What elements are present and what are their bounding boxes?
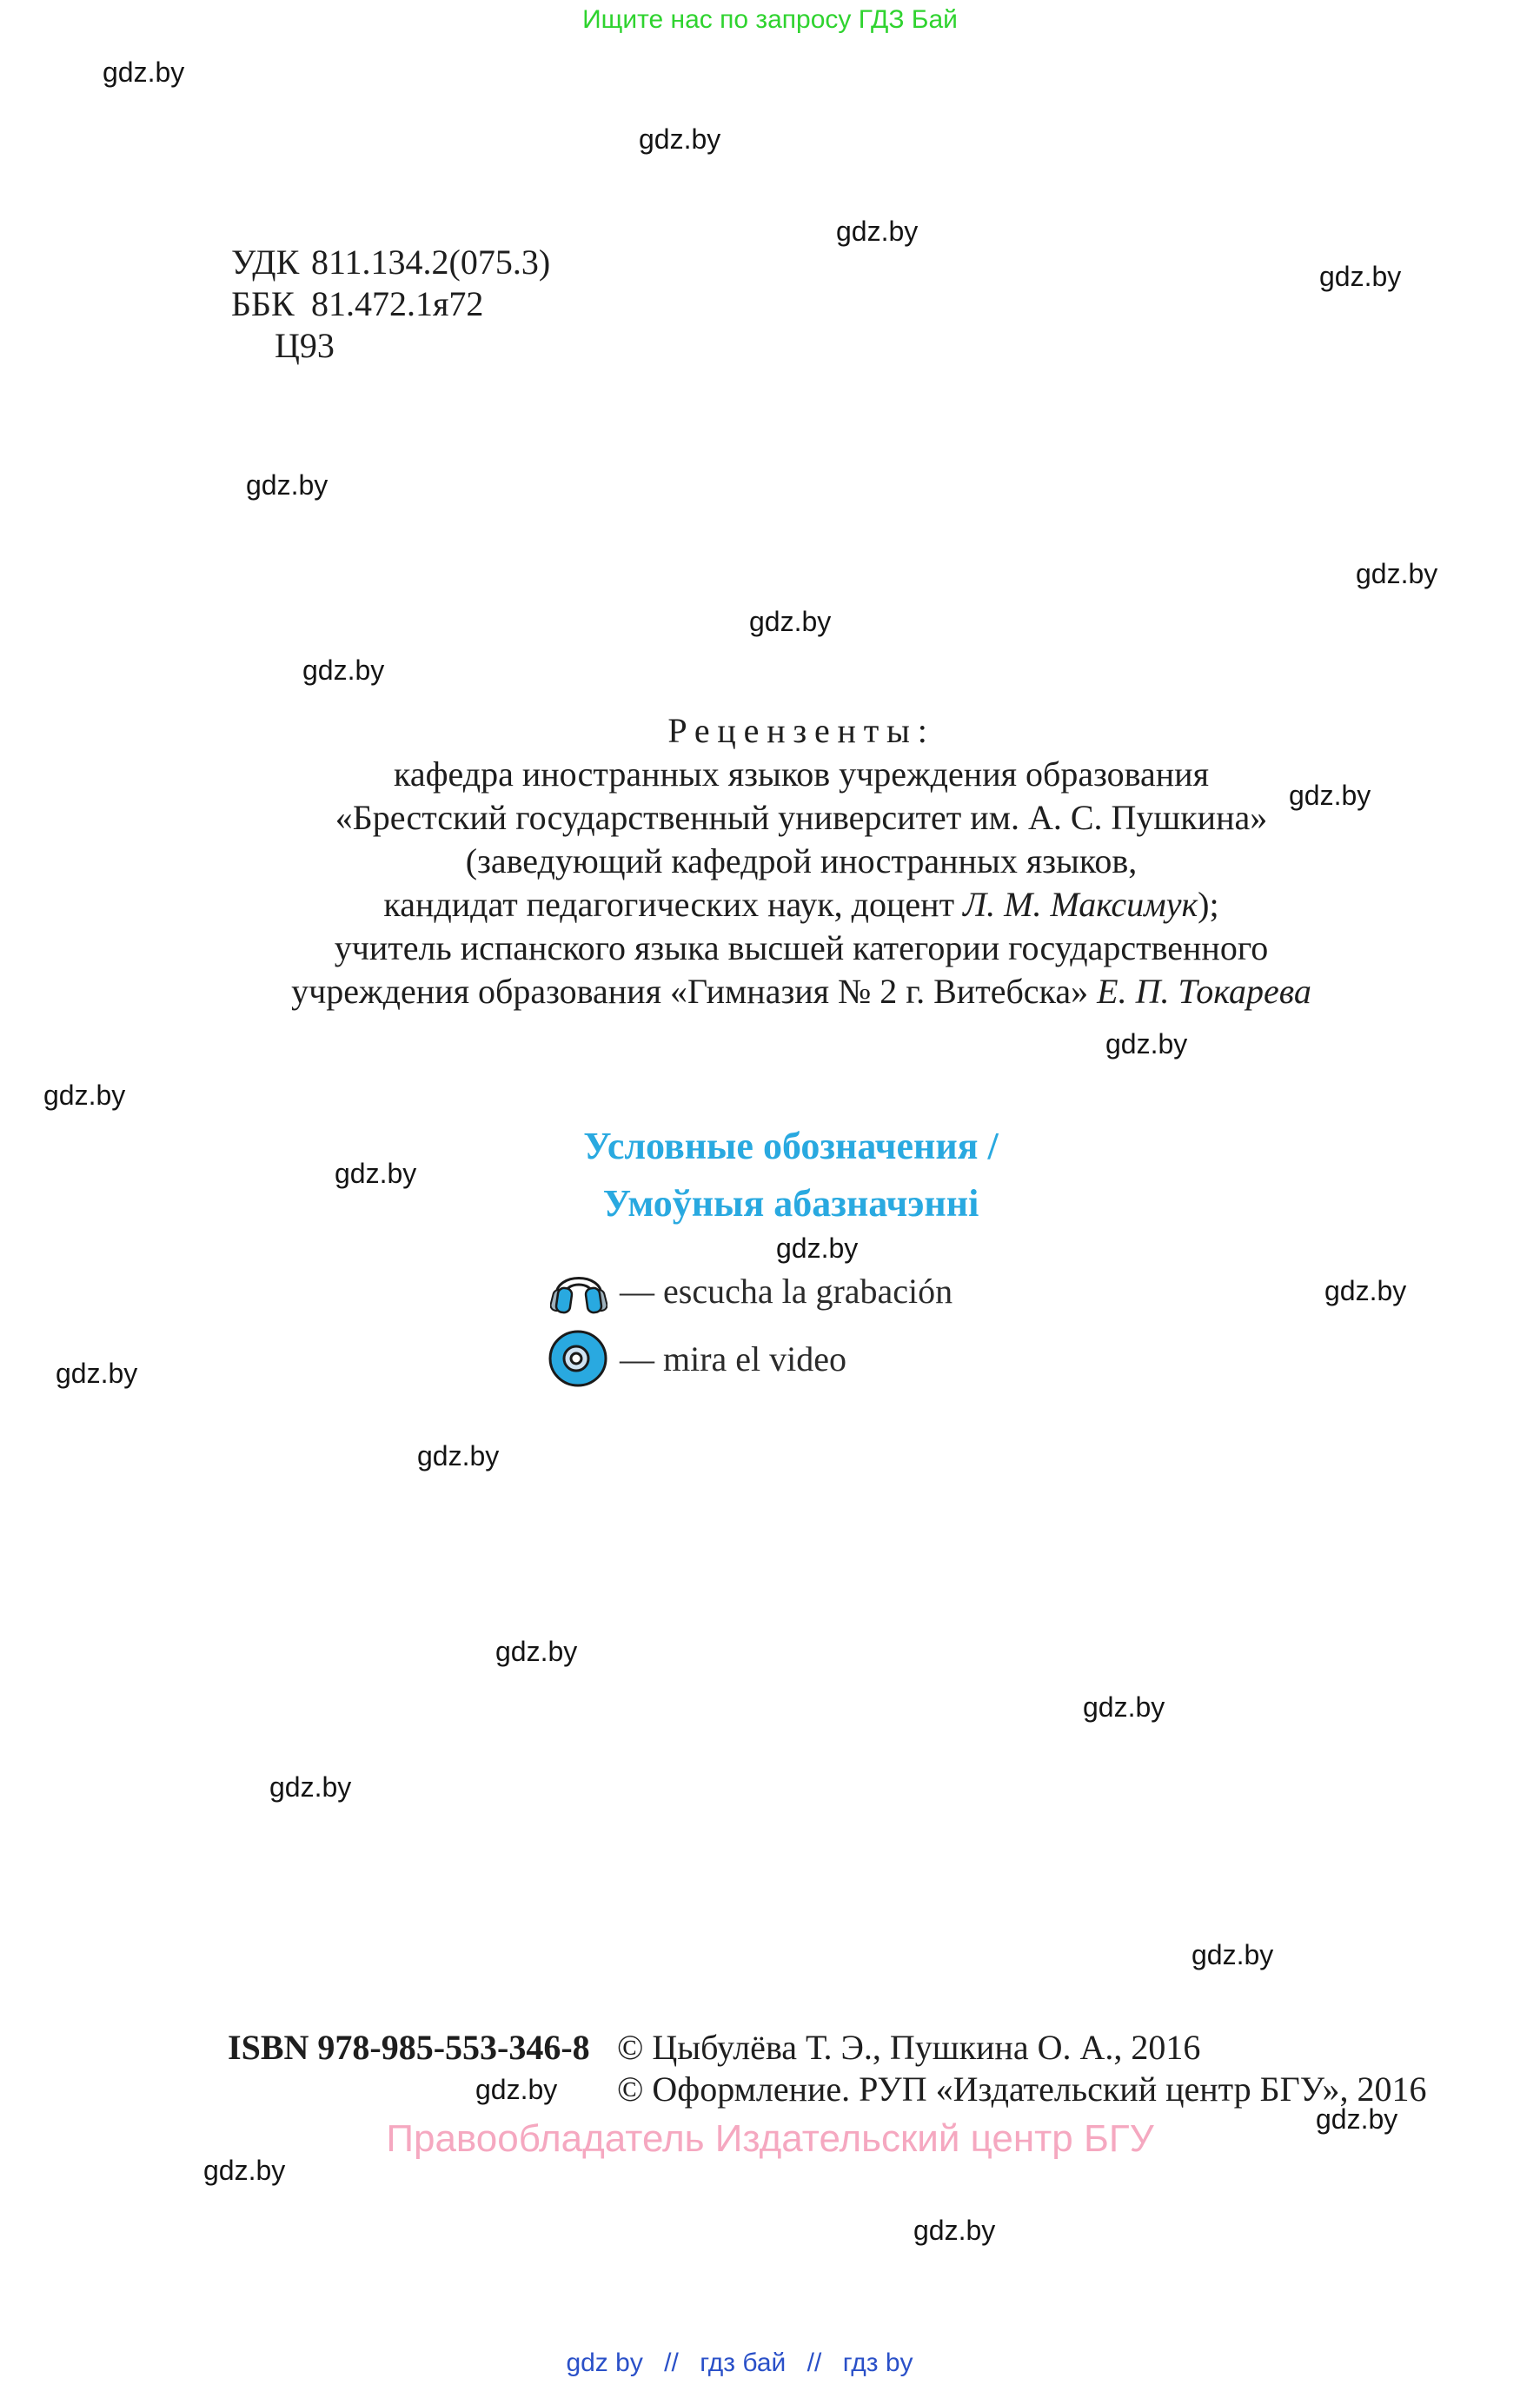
reviewers-line: кафедра иностранных языков учреждения образования [394,754,1209,794]
watermark: gdz.by [103,56,185,88]
watermark: gdz.by [639,123,721,155]
udk-value: 811.134.2(075.3) [311,242,551,282]
watermark: gdz.by [335,1158,417,1189]
copyright-authors: © Цыбулёва Т. Э., Пушкина О. А., 2016 [617,2028,1201,2067]
reviewers-line: (заведующий кафедрой иностранных языков, [465,841,1138,880]
watermark: gdz.by [246,469,329,501]
reviewers-line: учреждения образования «Гимназия № 2 г. Витебска» Е. П. Токарева [291,972,1311,1011]
watermark: gdz.by [269,1771,352,1803]
reviewers-heading: Рецензенты: [667,711,935,750]
watermark: gdz.by [836,216,919,247]
watermark: gdz.by [1289,780,1371,811]
footer-link-gdz-by2[interactable]: гдз by [842,2348,913,2377]
copyright-design: © Оформление. РУП «Издательский центр БГУ», 2016 [617,2069,1427,2109]
footer-separator: // [664,2348,679,2377]
bbk-line [231,283,483,324]
watermark: gdz.by [913,2215,996,2246]
udk-label: УДК [231,242,300,282]
watermark: gdz.by [43,1080,126,1111]
watermark: gdz.by [475,2074,558,2105]
bbk-label: ББК [231,284,295,323]
watermark: gdz.by [1192,1939,1274,1970]
reviewers-line: учитель испанского языка высшей категории государственного [334,928,1269,967]
udk-line [231,242,550,282]
reviewers-line: кандидат педагогических наук, доцент Л. М. Максимук); [383,885,1219,924]
legend-title-line1: Условные обозначения / [583,1125,999,1167]
watermark: gdz.by [1083,1691,1165,1723]
watermark: gdz.by [1316,2103,1398,2135]
reviewers-block [63,709,1540,1013]
footer-link-gdz-bai[interactable]: гдз бай [700,2348,787,2377]
watermark: gdz.by [1105,1028,1188,1060]
headphones-icon [550,1262,607,1318]
watermark: gdz.by [203,2155,286,2186]
legend-label-audio: — escucha la grabación [620,1272,953,1311]
author-code: Ц93 [275,326,335,365]
watermark: gdz.by [776,1232,859,1264]
watermark: gdz.by [1356,558,1438,589]
watermark: gdz.by [56,1358,138,1389]
bbk-value: 81.472.1я72 [311,284,484,323]
watermark: gdz.by [1319,261,1402,292]
footer-links [0,2348,1479,2378]
footer-separator: // [807,2348,822,2377]
watermark: gdz.by [495,1636,578,1667]
legend-label-video: — mira el video [620,1339,847,1379]
promo-banner: Ищите нас по запросу ГДЗ Бай [582,5,958,34]
legend-title [43,1118,1538,1232]
cd-icon [548,1330,607,1389]
reviewers-line: «Брестский государственный университет им. А. С. Пушкина» [335,798,1268,837]
watermark: gdz.by [749,606,832,637]
watermark: gdz.by [417,1440,500,1472]
legend-title-line2: Умоўныя абазначэнні [602,1182,979,1225]
watermark: gdz.by [1324,1275,1407,1306]
watermark: gdz.by [302,654,385,686]
isbn: ISBN 978-985-553-346-8 [228,2028,590,2067]
footer-link-gdz-by[interactable]: gdz by [566,2348,643,2377]
rights-holder: Правообладатель Издательский центр БГУ [386,2117,1154,2160]
